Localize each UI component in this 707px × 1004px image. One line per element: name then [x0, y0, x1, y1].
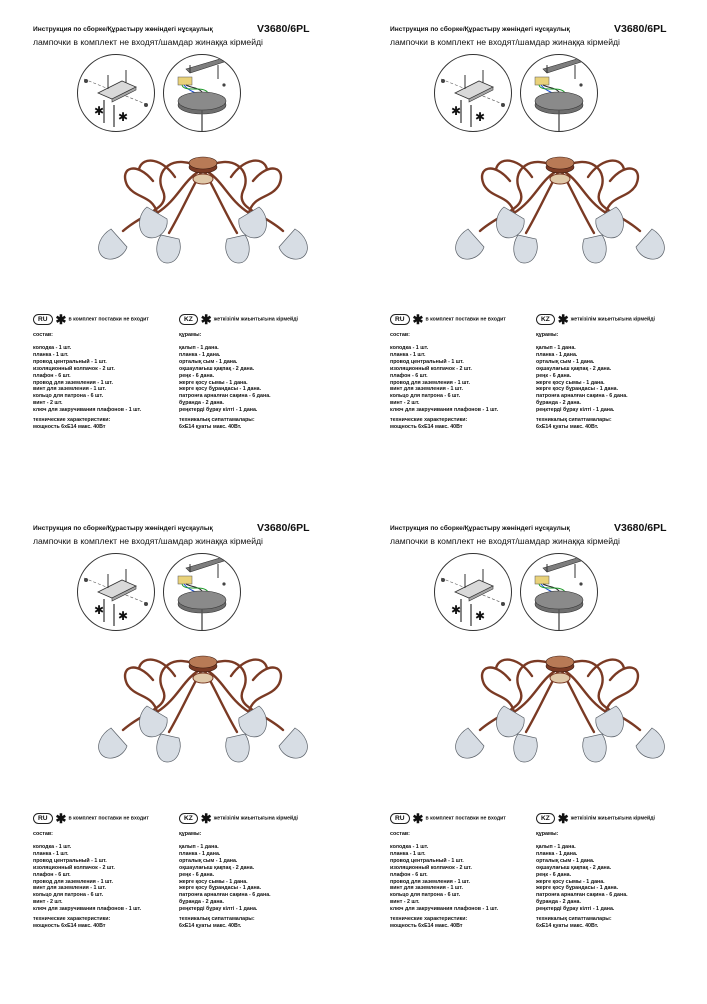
list-item: винт для заземления - 1 шт. — [390, 885, 463, 892]
list-item: провод центральный - 1 шт. — [33, 358, 107, 365]
list-item: реңктерді бұрау кілті - 1 дана. — [179, 407, 258, 414]
list-item: плафон - 6 шт. — [33, 372, 71, 379]
ru-contents-heading: состав: — [33, 831, 53, 837]
kz-not-included-note: жеткізілім жиынтығына кірмейді — [213, 316, 298, 323]
model-number: V3680/6PL — [614, 23, 667, 35]
wiring-detail — [520, 553, 598, 631]
list-item: кольцо для патрона - 6 шт. — [33, 393, 104, 400]
list-item: планка - 1 шт. — [33, 351, 69, 358]
ru-specs-heading: технические характеристики: — [33, 916, 111, 922]
list-item: изоляционный колпачок - 2 шт. — [390, 365, 472, 372]
list-item: реңк - 6 дана. — [179, 372, 215, 379]
wiring-illustration — [164, 554, 240, 630]
asterisk-icon: ✱ — [557, 811, 569, 826]
list-item: жерге қосу бұрандасы - 1 дана. — [179, 885, 262, 892]
bulbs-note: лампочки в комплект не входят/шамдар жинаққа кірмейді — [390, 536, 620, 546]
list-item: колодка - 1 шт. — [33, 844, 72, 850]
list-item: провод центральный - 1 шт. — [33, 857, 107, 864]
ru-contents-heading: состав: — [390, 831, 410, 837]
list-item: жерге қосу сымы - 1 дана. — [179, 878, 248, 885]
chandelier-illustration — [83, 650, 323, 780]
list-item: реңктерді бұрау кілті - 1 дана. — [536, 407, 615, 414]
ru-contents-list — [390, 844, 498, 913]
wiring-illustration — [521, 554, 597, 630]
list-item: патронға арналған сақина - 6 дана. — [179, 892, 271, 899]
asterisk-icon: ✱ — [557, 312, 569, 327]
mounting-plate-illustration — [78, 554, 154, 630]
list-item: изоляционный колпачок - 2 шт. — [33, 864, 115, 871]
model-number: V3680/6PL — [257, 23, 310, 35]
list-item: плафон - 6 шт. — [390, 372, 428, 379]
list-item: бұранда - 2 дана. — [179, 899, 224, 906]
ru-specs-value: мощность 6хЕ14 макс. 40Вт — [33, 922, 106, 929]
kz-contents-list — [179, 345, 271, 414]
asterisk-icon: ✱ — [412, 312, 424, 327]
list-item: провод для заземления - 1 шт. — [33, 878, 114, 885]
wiring-detail — [163, 54, 241, 132]
list-item: винт для заземления - 1 шт. — [390, 386, 463, 393]
kz-not-included-note: жеткізілім жиынтығына кірмейді — [570, 815, 655, 822]
svg-text:✱: ✱ — [94, 104, 105, 118]
ru-specs-heading: технические характеристики: — [33, 417, 111, 423]
kz-contents-heading: құрамы: — [179, 831, 202, 837]
list-item: колодка - 1 шт. — [33, 345, 72, 351]
mounting-plate-detail — [434, 54, 512, 132]
instruction-title: Инструкция по сборке/Құрастыру жөніндегі нұсқаулық — [33, 525, 213, 532]
ru-not-included-note: в комплект поставки не входит — [425, 815, 506, 822]
kz-specs-heading: техникалық сипаттамалары: — [179, 916, 255, 922]
list-item: ключ для закручивания плафонов - 1 шт. — [390, 906, 499, 913]
kz-contents-heading: құрамы: — [536, 831, 559, 837]
list-item: реңктерді бұрау кілті - 1 дана. — [179, 906, 258, 913]
kz-note-line — [179, 813, 298, 825]
kz-contents-heading: құрамы: — [536, 332, 559, 338]
list-item: изоляционный колпачок - 2 шт. — [390, 864, 472, 871]
mounting-plate-illustration — [435, 55, 511, 131]
svg-text:✱: ✱ — [475, 110, 486, 124]
ru-specs — [33, 417, 110, 431]
mounting-plate-detail — [77, 54, 155, 132]
kz-note-line — [179, 314, 298, 326]
kz-specs-value: 6хЕ14 қуаты макс. 40Вт. — [536, 423, 599, 430]
bulbs-note: лампочки в комплект не входят/шамдар жинаққа кірмейді — [390, 37, 620, 47]
list-item: қалып - 1 дана. — [536, 345, 576, 351]
list-item: провод для заземления - 1 шт. — [33, 379, 114, 386]
kz-note-line — [536, 813, 655, 825]
asterisk-icon: ✱ — [412, 811, 424, 826]
list-item: орталық сым - 1 дана. — [179, 358, 238, 365]
svg-text:✱: ✱ — [94, 603, 105, 617]
kz-specs — [179, 417, 255, 431]
ru-contents-list — [33, 844, 141, 913]
instruction-title: Инструкция по сборке/Құрастыру жөніндегі нұсқаулық — [33, 26, 213, 33]
ru-specs-heading: технические характеристики: — [390, 417, 468, 423]
kz-specs-heading: техникалық сипаттамалары: — [536, 916, 612, 922]
list-item: жерге қосу бұрандасы - 1 дана. — [536, 885, 619, 892]
list-item: провод центральный - 1 шт. — [390, 857, 464, 864]
svg-text:✱: ✱ — [118, 110, 129, 124]
list-item: патронға арналған сақина - 6 дана. — [536, 393, 628, 400]
list-item: оқшаулағыш қақпақ - 2 дана. — [179, 365, 255, 372]
list-item: планка - 1 дана. — [536, 850, 578, 857]
list-item: колодка - 1 шт. — [390, 844, 429, 850]
list-item: изоляционный колпачок - 2 шт. — [33, 365, 115, 372]
list-item: винт - 2 шт. — [33, 899, 63, 906]
kz-specs — [536, 417, 612, 431]
list-item: планка - 1 шт. — [33, 850, 69, 857]
mounting-plate-detail — [434, 553, 512, 631]
list-item: планка - 1 дана. — [179, 351, 221, 358]
list-item: оқшаулағыш қақпақ - 2 дана. — [536, 365, 612, 372]
ru-badge: RU — [390, 314, 410, 325]
list-item: қалып - 1 дана. — [536, 844, 576, 850]
svg-text:✱: ✱ — [451, 104, 462, 118]
mounting-plate-illustration — [78, 55, 154, 131]
list-item: бұранда - 2 дана. — [536, 899, 581, 906]
kz-badge: KZ — [536, 314, 555, 325]
kz-contents-list — [179, 844, 271, 913]
list-item: патронға арналған сақина - 6 дана. — [536, 892, 628, 899]
list-item: бұранда - 2 дана. — [179, 400, 224, 407]
list-item: реңктерді бұрау кілті - 1 дана. — [536, 906, 615, 913]
wiring-detail — [520, 54, 598, 132]
list-item: кольцо для патрона - 6 шт. — [33, 892, 104, 899]
list-item: ключ для закручивания плафонов - 1 шт. — [33, 906, 142, 913]
instruction-title: Инструкция по сборке/Құрастыру жөніндегі нұсқаулық — [390, 525, 570, 532]
kz-specs-heading: техникалық сипаттамалары: — [179, 417, 255, 423]
list-item: винт - 2 шт. — [390, 899, 420, 906]
kz-contents-heading: құрамы: — [179, 332, 202, 338]
list-item: планка - 1 дана. — [536, 351, 578, 358]
list-item: бұранда - 2 дана. — [536, 400, 581, 407]
ru-specs — [390, 916, 467, 930]
ru-specs-value: мощность 6хЕ14 макс. 40Вт — [390, 922, 463, 929]
list-item: винт - 2 шт. — [33, 400, 63, 407]
ru-not-included-note: в комплект поставки не входит — [68, 316, 149, 323]
ru-badge: RU — [390, 813, 410, 824]
list-item: қалып - 1 дана. — [179, 844, 219, 850]
list-item: реңк - 6 дана. — [536, 372, 572, 379]
asterisk-icon: ✱ — [200, 312, 212, 327]
list-item: жерге қосу бұрандасы - 1 дана. — [536, 386, 619, 393]
wiring-detail — [163, 553, 241, 631]
model-number: V3680/6PL — [257, 522, 310, 534]
model-number: V3680/6PL — [614, 522, 667, 534]
kz-not-included-note: жеткізілім жиынтығына кірмейді — [570, 316, 655, 323]
list-item: провод для заземления - 1 шт. — [390, 379, 471, 386]
ru-contents-heading: состав: — [390, 332, 410, 338]
list-item: плафон - 6 шт. — [390, 871, 428, 878]
list-item: реңк - 6 дана. — [179, 871, 215, 878]
kz-specs-value: 6хЕ14 қуаты макс. 40Вт. — [179, 423, 242, 430]
kz-note-line — [536, 314, 655, 326]
list-item: жерге қосу сымы - 1 дана. — [536, 878, 605, 885]
kz-contents-list — [536, 844, 628, 913]
ru-not-included-note: в комплект поставки не входит — [68, 815, 149, 822]
bulbs-note: лампочки в комплект не входят/шамдар жинаққа кірмейді — [33, 37, 263, 47]
kz-badge: KZ — [536, 813, 555, 824]
ru-note-line — [390, 813, 506, 825]
list-item: планка - 1 дана. — [179, 850, 221, 857]
kz-specs-value: 6хЕ14 қуаты макс. 40Вт. — [536, 922, 599, 929]
bulbs-note: лампочки в комплект не входят/шамдар жинаққа кірмейді — [33, 536, 263, 546]
ru-specs-heading: технические характеристики: — [390, 916, 468, 922]
list-item: жерге қосу бұрандасы - 1 дана. — [179, 386, 262, 393]
list-item: жерге қосу сымы - 1 дана. — [536, 379, 605, 386]
list-item: ключ для закручивания плафонов - 1 шт. — [33, 407, 142, 414]
kz-badge: KZ — [179, 314, 198, 325]
svg-text:✱: ✱ — [475, 609, 486, 623]
instruction-panel — [33, 524, 363, 1004]
chandelier-illustration — [83, 151, 323, 281]
wiring-illustration — [164, 55, 240, 131]
ru-specs-value: мощность 6хЕ14 макс. 40Вт — [33, 423, 106, 430]
ru-note-line — [390, 314, 506, 326]
kz-contents-list — [536, 345, 628, 414]
list-item: планка - 1 шт. — [390, 850, 426, 857]
wiring-illustration — [521, 55, 597, 131]
svg-text:✱: ✱ — [118, 609, 129, 623]
kz-specs-heading: техникалық сипаттамалары: — [536, 417, 612, 423]
list-item: кольцо для патрона - 6 шт. — [390, 393, 461, 400]
kz-specs-value: 6хЕ14 қуаты макс. 40Вт. — [179, 922, 242, 929]
list-item: плафон - 6 шт. — [33, 871, 71, 878]
list-item: провод центральный - 1 шт. — [390, 358, 464, 365]
instruction-panel — [33, 25, 363, 505]
kz-specs — [179, 916, 255, 930]
asterisk-icon: ✱ — [55, 811, 67, 826]
list-item: қалып - 1 дана. — [179, 345, 219, 351]
ru-badge: RU — [33, 813, 53, 824]
mounting-plate-illustration — [435, 554, 511, 630]
instruction-panel — [390, 25, 707, 505]
chandelier-illustration — [440, 650, 680, 780]
list-item: оқшаулағыш қақпақ - 2 дана. — [179, 864, 255, 871]
list-item: орталық сым - 1 дана. — [536, 358, 595, 365]
list-item: оқшаулағыш қақпақ - 2 дана. — [536, 864, 612, 871]
list-item: винт для заземления - 1 шт. — [33, 386, 106, 393]
asterisk-icon: ✱ — [200, 811, 212, 826]
list-item: кольцо для патрона - 6 шт. — [390, 892, 461, 899]
list-item: планка - 1 шт. — [390, 351, 426, 358]
instruction-title: Инструкция по сборке/Құрастыру жөніндегі нұсқаулық — [390, 26, 570, 33]
kz-not-included-note: жеткізілім жиынтығына кірмейді — [213, 815, 298, 822]
list-item: патронға арналған сақина - 6 дана. — [179, 393, 271, 400]
ru-contents-list — [33, 345, 141, 414]
asterisk-icon: ✱ — [55, 312, 67, 327]
ru-specs — [390, 417, 467, 431]
kz-specs — [536, 916, 612, 930]
list-item: реңк - 6 дана. — [536, 871, 572, 878]
svg-text:✱: ✱ — [451, 603, 462, 617]
mounting-plate-detail — [77, 553, 155, 631]
list-item: жерге қосу сымы - 1 дана. — [179, 379, 248, 386]
ru-contents-list — [390, 345, 498, 414]
list-item: винт для заземления - 1 шт. — [33, 885, 106, 892]
ru-note-line — [33, 813, 149, 825]
chandelier-illustration — [440, 151, 680, 281]
list-item: ключ для закручивания плафонов - 1 шт. — [390, 407, 499, 414]
list-item: колодка - 1 шт. — [390, 345, 429, 351]
ru-contents-heading: состав: — [33, 332, 53, 338]
ru-specs-value: мощность 6хЕ14 макс. 40Вт — [390, 423, 463, 430]
ru-note-line — [33, 314, 149, 326]
list-item: провод для заземления - 1 шт. — [390, 878, 471, 885]
ru-not-included-note: в комплект поставки не входит — [425, 316, 506, 323]
list-item: винт - 2 шт. — [390, 400, 420, 407]
list-item: орталық сым - 1 дана. — [179, 857, 238, 864]
list-item: орталық сым - 1 дана. — [536, 857, 595, 864]
ru-badge: RU — [33, 314, 53, 325]
kz-badge: KZ — [179, 813, 198, 824]
instruction-panel — [390, 524, 707, 1004]
ru-specs — [33, 916, 110, 930]
